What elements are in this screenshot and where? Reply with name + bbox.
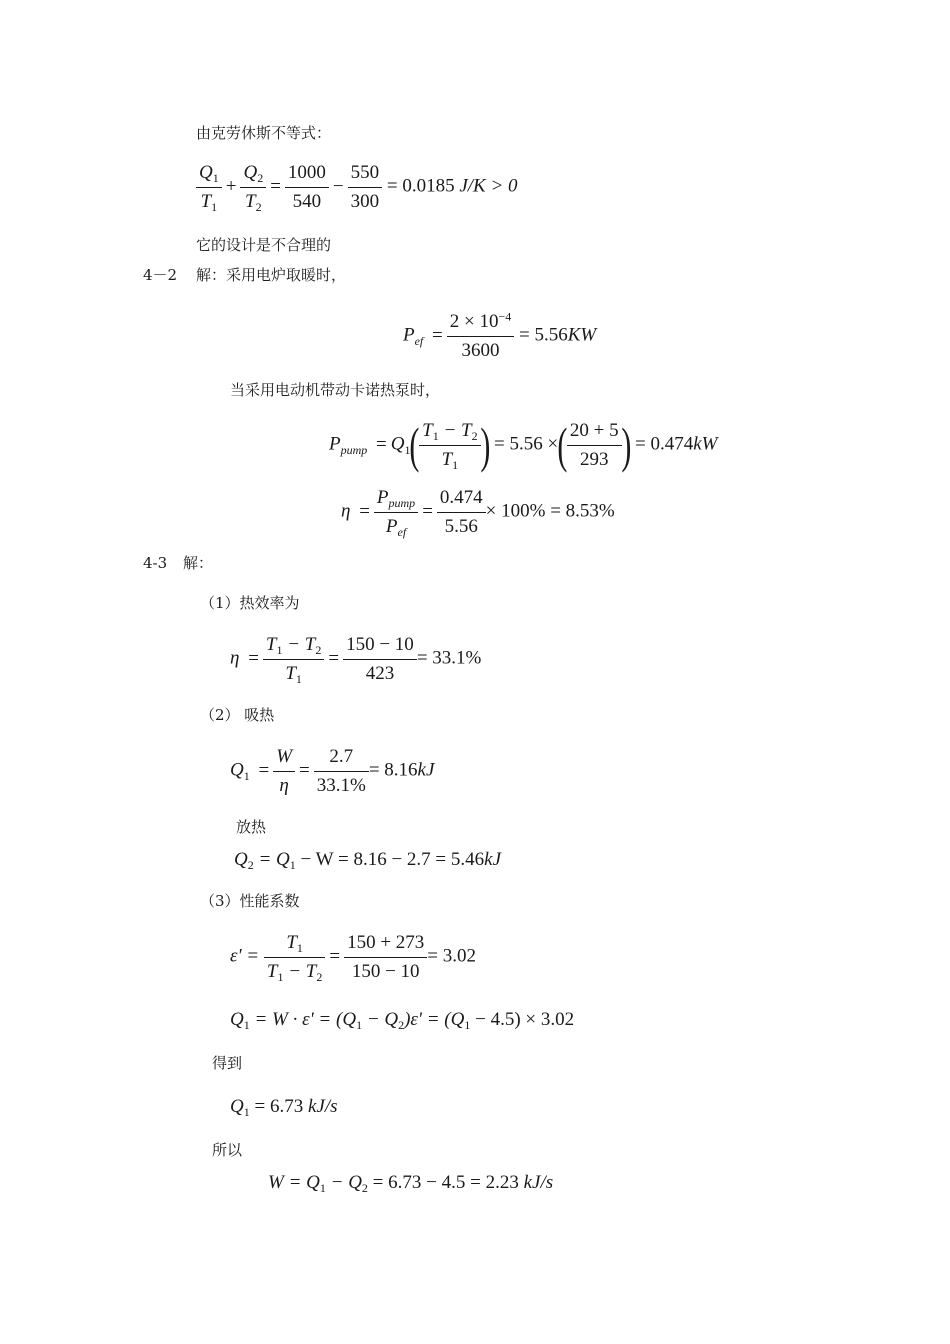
fraction-27-331: $\frac{2.7}{33.1\%}$ [314,746,369,797]
so-label: 所以 [212,1141,243,1159]
fraction-w-eta: $\frac{W}{\eta}$ [273,746,295,797]
obtain-label: 得到 [212,1054,243,1072]
fraction-140-423: $\frac{150 - 10}{423}$ [343,634,417,685]
fraction-temp-ratio: $\frac{T_1 - T_2}{T_1}$ [419,420,480,471]
clausius-intro: 由克劳休斯不等式： [196,124,332,142]
fraction-ppump-pef: $\frac{P_{pump}}{P_{ef}}$ [374,487,418,538]
heater-intro: 解：采用电炉取暖时， [196,266,347,284]
fraction-25-293: $\frac{20 + 5}{293}$ [567,420,622,471]
fraction-1000-540: $\frac{1000}{540}$ [285,162,329,213]
part3-label: （3）性能系数 [200,892,300,910]
heat-absorbed-equation: $Q_1$ = $\frac{W}{\eta}$ = $\frac{2.7}{33.1\%}$ = 8.16kJ [230,746,435,796]
release-label: 放热 [236,818,267,836]
part1-label: （1）热效率为 [200,594,300,612]
energy-balance-equation: $Q_1 = W \cdot \varepsilon' = (Q_1 - Q_2)\varepsilon' = (Q_1 - 4.5) \times 3.02$ [230,1009,575,1033]
q1-result-equation: $Q_1 = 6.73$ kJ/s [230,1096,338,1120]
fraction-0474-556: $\frac{0.474}{5.56}$ [437,487,486,538]
clausius-equation: $\frac{Q_1}{T_1}$ + $\frac{Q_2}{T_2}$ = $\frac{1000}{540}$ − $\frac{550}{300}$ = 0.0185 J/K > 0 [196,162,518,213]
fraction-t1-over-diff: $\frac{T_1}{T_1 - T_2}$ [264,932,325,983]
work-result-equation: $W = Q_1 - Q_2 = 6.73 - 4.5 = 2.23$ kJ/s [268,1172,554,1196]
ppump-equation: $P_{pump} = Q_1$( $\frac{T_1 - T_2}{T_1}$ ) = 5.56 ×( $\frac{20 + 5}{293}$ ) = 0.474kW [329,417,718,474]
eta-pump-equation: η = $\frac{P_{pump}}{P_{ef}}$ = $\frac{0.474}{5.56}$ × 100% = 8.53% [341,487,615,540]
fraction-t1-t2-over-t1: $\frac{T_1 - T_2}{T_1}$ [263,634,324,685]
heat-released-equation: $Q_2 = Q_1 - W = 8.16 - 2.7 = 5.46kJ$ [234,849,502,873]
fraction-q1-t1: $\frac{Q_1}{T_1}$ [196,162,222,213]
fraction-423-140: $\frac{150 + 273}{150 - 10}$ [344,932,427,983]
problem-number-4-2: 4－2 [143,266,178,284]
fraction-q2-t2: $\frac{Q_2}{T_2}$ [240,162,266,213]
pef-equation: $P_{ef}$ = $\frac{2 \times 10^{-4}}{3600}$ = 5.56KW [403,309,597,361]
heat-pump-intro: 当采用电动机带动卡诺热泵时， [230,381,441,399]
fraction-energy-time: $\frac{2 \times 10^{-4}}{3600}$ [447,311,515,362]
design-conclusion: 它的设计是不合理的 [196,236,332,254]
solution-label: 解： [183,554,214,572]
fraction-550-300: $\frac{550}{300}$ [348,162,383,213]
part2-label: （2） 吸热 [200,706,275,724]
problem-number-4-3: 4-3 [143,554,168,572]
cop-equation: ε' = $\frac{T_1}{T_1 - T_2}$ = $\frac{150 + 273}{150 - 10}$ = 3.02 [230,932,476,985]
efficiency-equation: η = $\frac{T_1 - T_2}{T_1}$ = $\frac{150 - 10}{423}$ = 33.1% [230,634,482,687]
